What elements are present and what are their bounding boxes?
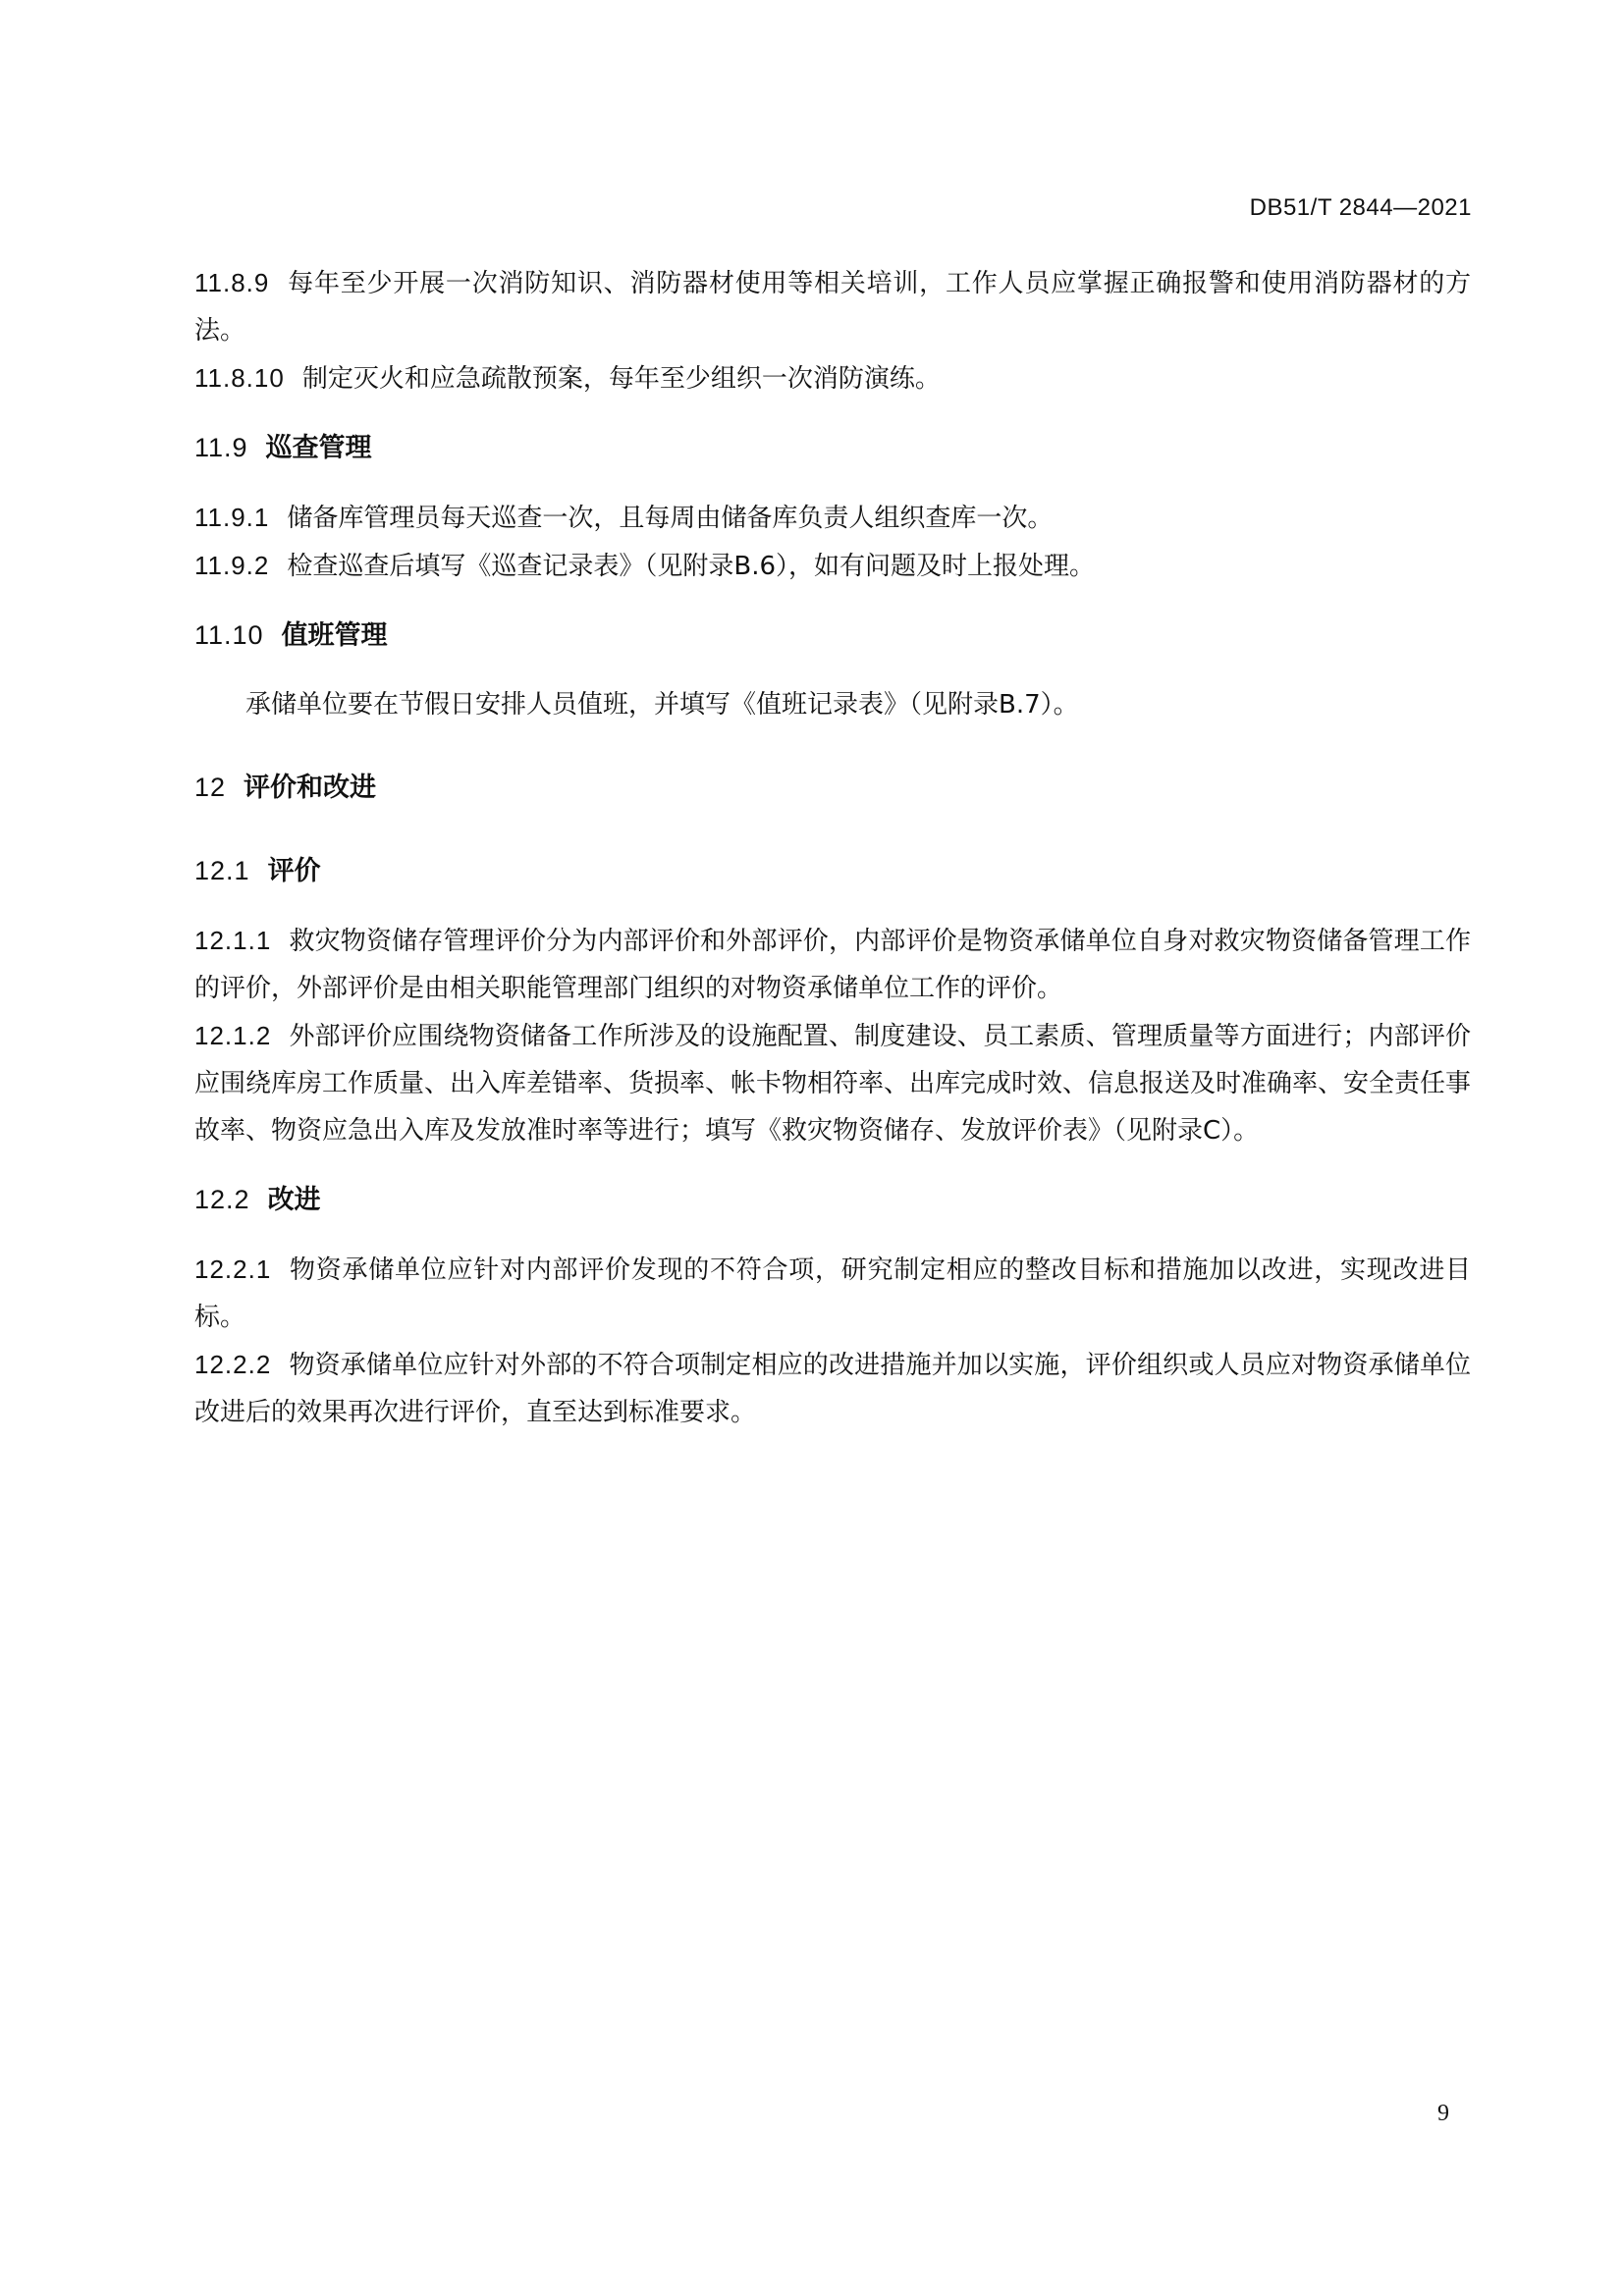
clause-11-8-9 (194, 259, 1471, 354)
page-number: 9 (1437, 2101, 1449, 2126)
heading-11-10 (194, 612, 1471, 660)
heading-title: 值班管理 (281, 620, 388, 651)
clause-text: 每年至少开展一次消防知识、消防器材使用等相关培训，工作人员应掌握正确报警和使用消防器材的方法。 (194, 269, 1471, 346)
heading-number: 11.9 (194, 433, 248, 462)
heading-title: 评价和改进 (244, 773, 377, 803)
heading-title: 巡查管理 (265, 433, 372, 463)
heading-title: 评价 (267, 856, 321, 886)
clause-number: 11.9.1 (194, 503, 270, 532)
heading-number: 12 (194, 773, 227, 802)
clause-text: 外部评价应围绕物资储备工作所涉及的设施配置、制度建设、员工素质、管理质量等方面进行；内部评价应围绕库房工作质量、出入库差错率、货损率、帐卡物相符率、出库完成时效、信息报送及时准确率、安全责任事故率、物资应急出入库及发放准时率等进行；填写《救灾物资储存、发放评价表》（见附录C）。 (194, 1022, 1472, 1146)
clause-text: 储备库管理员每天巡查一次，且每周由储备库负责人组织查库一次。 (287, 504, 1054, 533)
heading-number: 12.2 (194, 1185, 250, 1214)
clause-text: 救灾物资储存管理评价分为内部评价和外部评价，内部评价是物资承储单位自身对救灾物资储备管理工作的评价，外部评价是由相关职能管理部门组织的对物资承储单位工作的评价。 (194, 927, 1471, 1003)
clause-12-2-1 (194, 1246, 1471, 1341)
clause-text: 检查巡查后填写《巡查记录表》（见附录B.6），如有问题及时上报处理。 (287, 552, 1096, 581)
clause-number: 12.1.1 (194, 926, 272, 955)
clause-11-8-10 (194, 354, 1471, 402)
heading-12-2 (194, 1176, 1471, 1224)
paragraph-11-10: 承储单位要在节假日安排人员值班，并填写《值班记录表》（见附录B.7）。 (245, 690, 1079, 720)
clause-text: 制定灭火和应急疏散预案，每年至少组织一次消防演练。 (301, 364, 941, 394)
clause-12-2-2 (194, 1341, 1471, 1436)
heading-number: 11.10 (194, 620, 264, 650)
clause-12-1-1 (194, 917, 1471, 1012)
heading-title: 改进 (267, 1185, 321, 1215)
clause-11-9-2 (194, 542, 1471, 590)
clause-text: 物资承储单位应针对外部的不符合项制定相应的改进措施并加以实施，评价组织或人员应对物资承储单位改进后的效果再次进行评价，直至达到标准要求。 (194, 1351, 1471, 1427)
heading-11-9 (194, 424, 1471, 472)
clause-12-1-2 (194, 1012, 1471, 1154)
clause-text: 物资承储单位应针对内部评价发现的不符合项，研究制定相应的整改目标和措施加以改进，实现改进目标。 (194, 1255, 1471, 1332)
clause-number: 11.9.2 (194, 551, 270, 580)
heading-number: 12.1 (194, 856, 250, 885)
heading-12-1 (194, 847, 1471, 895)
clause-number: 12.2.1 (194, 1255, 272, 1284)
clause-number: 12.1.2 (194, 1021, 272, 1050)
page-content (194, 259, 1471, 1436)
clause-number: 12.2.2 (194, 1350, 272, 1379)
clause-number: 11.8.9 (194, 268, 270, 297)
document-code: DB51/T 2844—2021 (1249, 194, 1472, 221)
heading-12 (194, 764, 1471, 812)
clause-11-9-1 (194, 494, 1471, 542)
clause-number: 11.8.10 (194, 363, 285, 393)
